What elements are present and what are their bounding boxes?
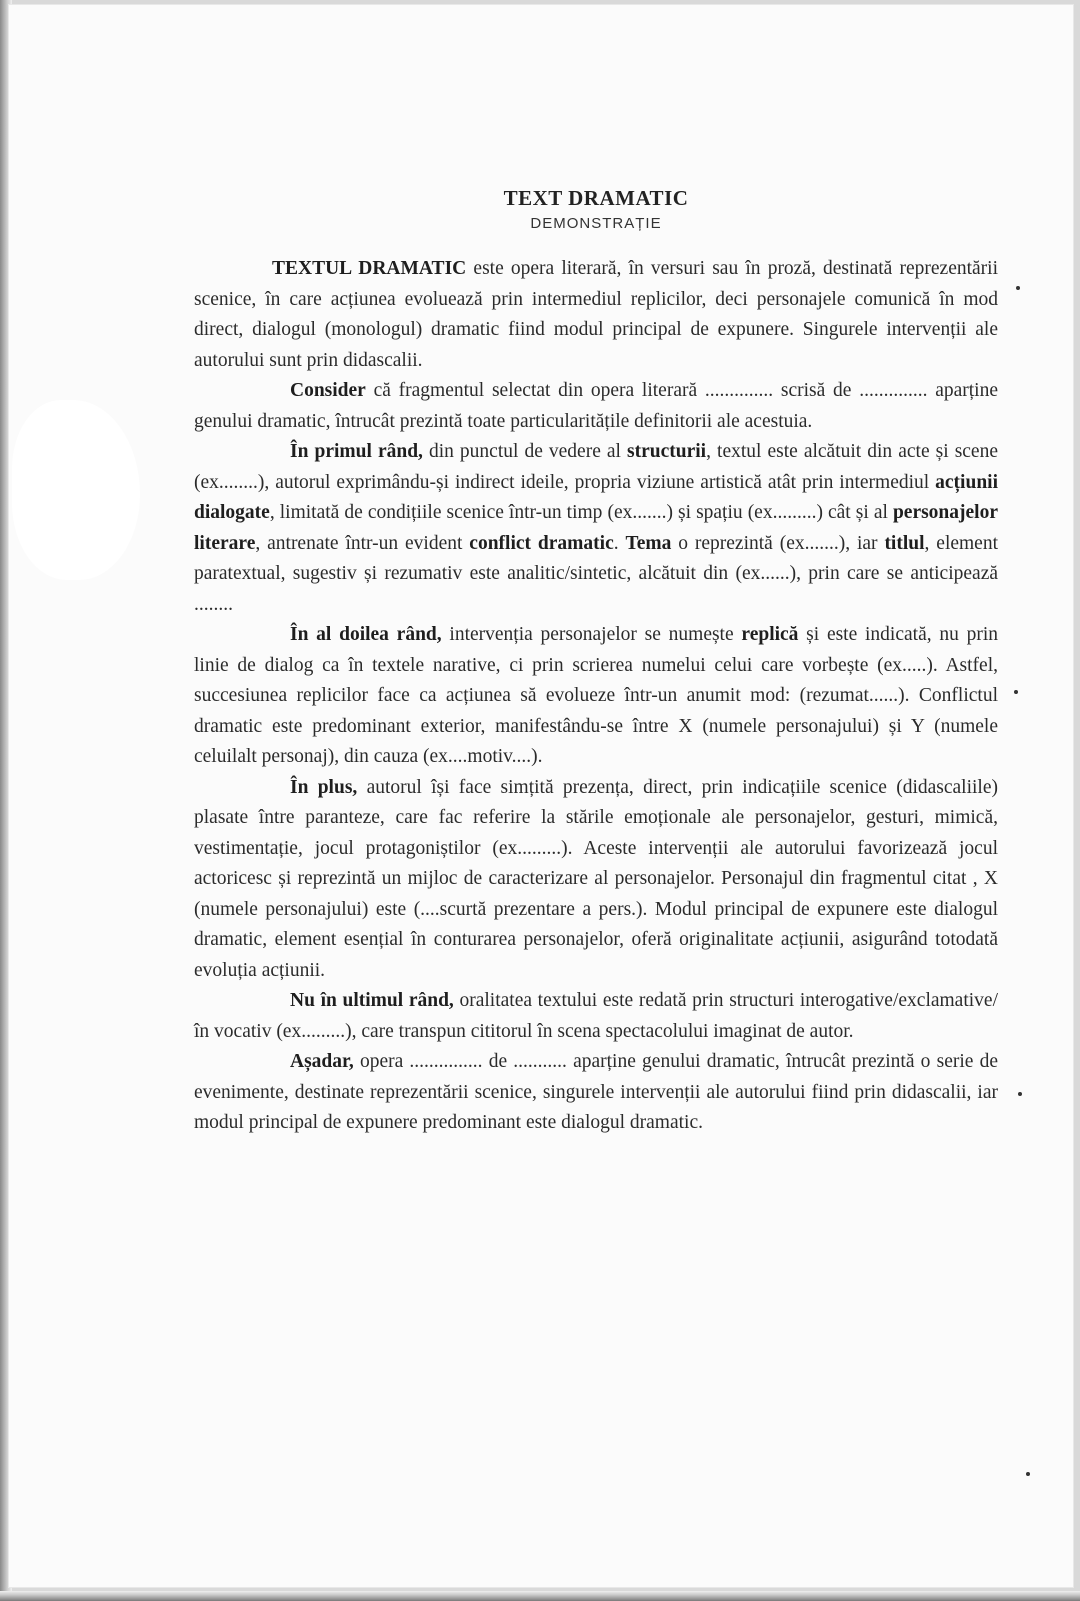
document-subtitle: DEMONSTRAȚIE xyxy=(530,215,662,232)
paragraph-oralitate xyxy=(194,986,998,1047)
keyword-bold: conflict dramatic xyxy=(469,532,614,554)
document-body xyxy=(194,184,998,1139)
paragraph-lead: Așadar, xyxy=(290,1051,354,1072)
paragraph-text: oralitatea textului este redată prin structuri interogative/exclamative/în vocativ (ex.........), care transpun cititorul în scena spectacolului imaginat de autor. xyxy=(194,990,998,1042)
paragraph-text: , limitată de condițiile scenice într-un timp (ex.......) și spațiu (ex.........) cât și al xyxy=(269,502,893,523)
scan-speck xyxy=(1026,1472,1030,1476)
paragraph-text: , element paratextual, sugestiv și rezumativ este analitic/sintetic, alcătuit din (ex......), prin care se anticipează ........ xyxy=(194,532,999,615)
paragraph-lead: Nu în ultimul rând, xyxy=(290,990,454,1011)
paragraph-lead: În al doilea rând, xyxy=(290,624,442,645)
paragraph-text: și este indicată, nu prin linie de dialog ca în textele narative, ci prin scrierea numelui celui care vorbește (ex.....). Astfel, succesiunea replicilor face ca acțiunea să evolueze într-un anumit mod: (rezumat......). Conflictul dramatic este predominant exterior, manifestându-se între X (numele personajului) și Y (numele celuilalt personaj), din cauza (ex....motiv....). xyxy=(194,624,999,767)
paragraph-text: opera ............... de ........... aparține genului dramatic, întrucât prezintă o serie de evenimente, destinate reprezentării scenice, singurele intervenții ale autorului fiind prin didascalii, iar modul principal de expunere predominant este dialogul dramatic. xyxy=(194,1051,998,1133)
paragraph-didascalii xyxy=(194,773,998,987)
paragraph-lead: În plus, xyxy=(290,776,358,798)
document-title: TEXT DRAMATIC xyxy=(503,186,689,210)
paragraph-definition xyxy=(194,254,998,376)
scan-speck xyxy=(1016,286,1020,290)
paragraph-conclusion xyxy=(194,1047,998,1139)
paragraph-text: intervenția personajelor se numește xyxy=(441,624,742,645)
keyword-bold: personajelor literare xyxy=(194,502,998,554)
keyword-bold: titlul xyxy=(884,532,925,554)
paragraph-text: este opera literară, în versuri sau în proză, destinată reprezentării scenice, în care acțiunea evoluează prin intermediul replicilor, deci personajele comunică în mod direct, dialogul (monologul) dramatic fiind modul principal de expunere. Singurele intervenții ale autorului sunt prin didascalii. xyxy=(194,258,999,371)
scan-speck xyxy=(1018,1092,1022,1096)
paragraph-text: . xyxy=(613,532,626,554)
paragraph-text: , antrenate într-un evident xyxy=(255,532,470,554)
paragraph-structure xyxy=(194,437,998,620)
paragraph-lead: Consider xyxy=(290,380,366,401)
paragraph-text: din punctul de vedere al xyxy=(422,441,628,462)
paragraph-text: , textul este alcătuit din acte și scene (ex........), autorul exprimându-și indirect ideile, propria viziune artistică atât prin intermediul xyxy=(194,441,998,493)
keyword-bold: Tema xyxy=(625,532,672,554)
keyword-bold: acțiunii dialogate xyxy=(194,471,998,523)
paragraph-lead: În primul rând, xyxy=(290,441,423,462)
paragraph-lead: TEXTUL DRAMATIC xyxy=(272,258,467,279)
paragraph-replica xyxy=(194,620,998,773)
paragraph-text: că fragmentul selectat din opera literară .............. scrisă de .............. aparține genului dramatic, întrucât prezintă toate particularitățile definitorii ale acestuia. xyxy=(194,380,998,432)
keyword-bold: structurii xyxy=(627,441,707,462)
scan-bottom-edge xyxy=(0,1591,1080,1601)
paragraph-text: o reprezintă (ex.......), iar xyxy=(671,532,885,554)
paragraph-thesis xyxy=(194,376,998,437)
scan-speck xyxy=(1014,690,1018,694)
keyword-bold: replică xyxy=(741,624,799,645)
paragraph-text: autorul își face simțită prezența, direct, prin indicațiile scenice (didascaliile) plasate între paranteze, care fac referire la stările emoționale ale personajelor, gesturi, mimică, vestimentație, jocul protagoniștilor (ex.........). Aceste intervenții ale autorului favorizează jocul actoricesc și reprezintă un mijloc de caracterizare al personajelor. Personajul din fragmentul citat , X (numele personajului) este (....scurtă prezentare a pers.). Modul principal de expunere este dialogul dramatic, element esențial în conturarea personajelor, oferă originalitate acțiunii, asigurând totodată evoluția acțiunii. xyxy=(194,776,998,981)
